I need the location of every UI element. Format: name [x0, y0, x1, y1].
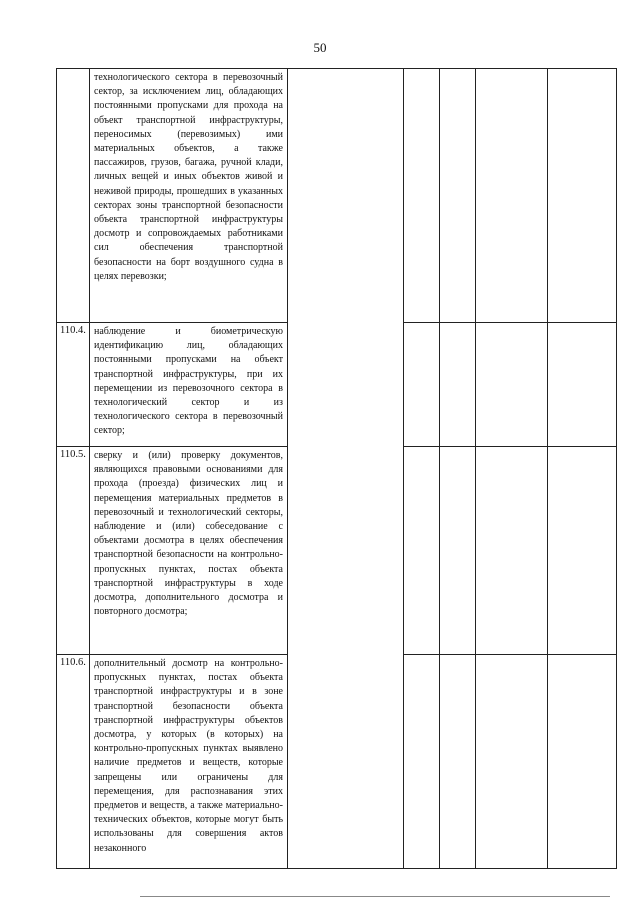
bottom-scan-line	[140, 896, 610, 897]
empty-cell	[548, 69, 617, 323]
empty-cell	[548, 447, 617, 655]
row-number: 110.6.	[57, 655, 90, 869]
row-text: сверку и (или) проверку документов, являющихся правовыми основаниями для прохода (проезда) физических лиц и перемещения материальных предметов в перевозочный и технологический секторы, наблюдение и (или) собеседование с объектами досмотра в целях обеспечения транспортной безопасности на контрольно-пропускных пунктах, постах объекта транспортной инфраструктуры в ходе досмотра, дополнительного досмотра и повторного досмотра;	[90, 447, 288, 655]
empty-cell	[440, 323, 476, 447]
empty-cell	[476, 655, 548, 869]
empty-cell	[440, 655, 476, 869]
empty-cell	[548, 655, 617, 869]
empty-cell	[404, 447, 440, 655]
row-number	[57, 69, 90, 323]
empty-cell	[476, 69, 548, 323]
row-number: 110.5.	[57, 447, 90, 655]
empty-cell	[476, 447, 548, 655]
merged-empty-cell	[288, 69, 404, 869]
requirements-table	[56, 68, 617, 869]
row-text: технологического сектора в перевозочный сектор, за исключением лиц, обладающих постоянными пропусками для прохода на объект транспортной инфраструктуры, переносимых (перевозимых) ими материальных объектов, а также пассажиров, грузов, багажа, ручной клади, личных вещей и иных объектов живой и неживой природы, прошедших в указанных секторах зоны транспортной безопасности объекта транспортной инфраструктуры досмотр и сопровождаемых работниками сил обеспечения транспортной безопасности на борт воздушного судна в целях перевозки;	[90, 69, 288, 323]
empty-cell	[404, 69, 440, 323]
empty-cell	[404, 323, 440, 447]
empty-cell	[440, 447, 476, 655]
row-text: наблюдение и биометрическую идентификацию лиц, обладающих постоянными пропусками на объект транспортной инфраструктуры, при их перемещении из перевозочного сектора в технологический сектор и из технологического сектора в перевозочный сектор;	[90, 323, 288, 447]
empty-cell	[404, 655, 440, 869]
empty-cell	[440, 69, 476, 323]
row-text: дополнительный досмотр на контрольно-пропускных пунктах, постах объекта транспортной инфраструктуры и в зоне транспортной безопасности объекта транспортной инфраструктуры объектов досмотра, у которых (в которых) на контрольно-пропускных пунктах выявлено наличие предметов и веществ, которые запрещены или ограничены для перемещения, для распознавания этих предметов и веществ, а также материально-технических объектов, которые могут быть использованы для совершения актов незаконного	[90, 655, 288, 869]
empty-cell	[476, 323, 548, 447]
row-number: 110.4.	[57, 323, 90, 447]
page-number: 50	[313, 40, 327, 55]
table-row	[57, 69, 617, 323]
empty-cell	[548, 323, 617, 447]
